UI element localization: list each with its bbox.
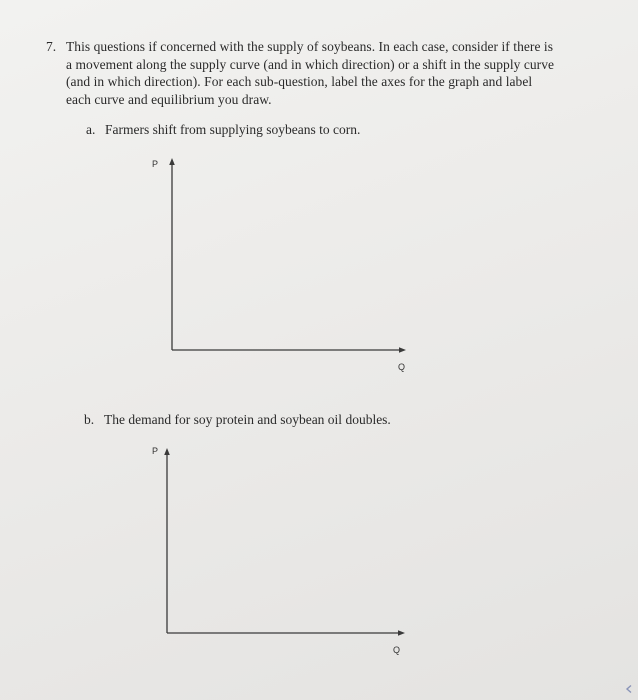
part-b-x-arrowhead <box>398 630 405 636</box>
part-a-graph <box>140 150 420 380</box>
part-a-y-arrowhead <box>169 158 175 165</box>
part-a-y-axis-label: P <box>152 159 159 169</box>
question-number: 7. <box>46 39 57 54</box>
question-line-1: This questions if concerned with the supply of soybeans. In each case, consider if there is <box>66 39 554 54</box>
part-a-x-axis-label: Q <box>398 362 406 372</box>
part-a-x-arrowhead <box>399 347 406 353</box>
question-prompt <box>66 38 566 108</box>
chevron-left-icon[interactable] <box>624 684 634 694</box>
part-a-letter: a. <box>86 122 96 137</box>
part-b-graph <box>135 440 420 670</box>
part-b-x-axis-label: Q <box>393 645 401 655</box>
question-line-4: each curve and equilibrium you draw. <box>66 91 272 107</box>
question-line-2: a movement along the supply curve (and in which direction) or a shift in the supply curve <box>66 56 555 72</box>
question-line-3: (and in which direction). For each sub-question, label the axes for the graph and label <box>66 74 533 89</box>
part-a-prompt: Farmers shift from supplying soybeans to corn. <box>105 122 361 137</box>
part-b-y-arrowhead <box>164 448 170 455</box>
part-b-prompt: The demand for soy protein and soybean oil doubles. <box>104 412 391 427</box>
part-b-y-axis-label: P <box>152 446 159 456</box>
part-b-letter: b. <box>84 412 95 427</box>
